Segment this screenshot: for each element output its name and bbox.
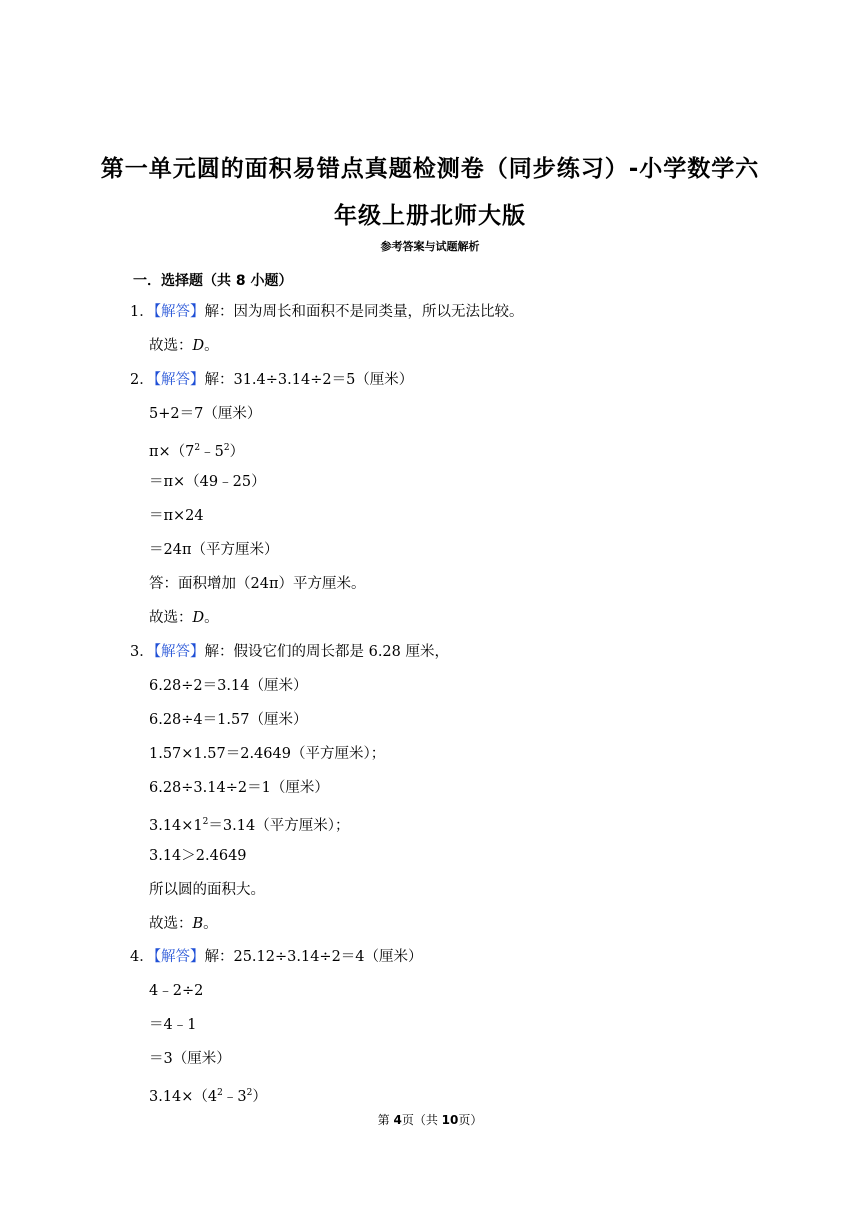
answer-tag: 【解答】	[153, 949, 205, 965]
exponent: 2	[223, 443, 230, 453]
footer-text: 页（共	[401, 1113, 442, 1127]
answer-line: ＝4﹣1	[149, 1017, 197, 1033]
answer-line: 3.14＞2.4649	[149, 848, 247, 864]
expr-part: ﹣3	[222, 1089, 247, 1105]
answer-line: ＝π×（49﹣25）	[149, 474, 266, 490]
answer-line-text: 故选：	[149, 916, 193, 932]
section-heading: 一．选择题（共 8 小题）	[133, 273, 293, 289]
expr-part: 3.14×（4	[149, 1089, 218, 1105]
question-1-header	[130, 302, 523, 322]
answer-tag: 【解答】	[153, 372, 205, 388]
question-3-header	[130, 642, 449, 662]
expr-part: ）	[229, 444, 245, 460]
footer-text: 页）	[458, 1113, 483, 1127]
total-page-count: 10	[441, 1113, 459, 1127]
answer-line-squares	[149, 438, 244, 462]
question-2-header	[130, 370, 413, 390]
answer-text: 解：假设它们的周长都是 6.28 厘米，	[204, 644, 449, 660]
answer-line-squares	[149, 1083, 267, 1107]
expr-part: ）	[252, 1089, 267, 1105]
question-number: 3．	[130, 644, 154, 660]
answer-choice-suffix: 。	[204, 338, 219, 354]
answer-choice-suffix: 。	[203, 916, 218, 932]
answer-line: ＝3（厘米）	[149, 1051, 231, 1067]
answer-tag: 【解答】	[153, 304, 205, 320]
current-page-number: 4	[393, 1113, 402, 1127]
expr-part: ﹣5	[200, 444, 224, 460]
question-number: 4．	[130, 949, 154, 965]
answer-text: 解：因为周长和面积不是同类量，所以无法比较。	[204, 304, 524, 320]
answer-choice-suffix: 。	[204, 610, 219, 626]
answer-line	[149, 914, 218, 934]
exponent: 2	[194, 443, 201, 453]
answer-line: 6.28÷2＝3.14（厘米）	[149, 678, 308, 694]
answer-choice: D	[192, 610, 205, 626]
answer-text: 解：31.4÷3.14÷2＝5（厘米）	[204, 372, 414, 388]
exponent: 2	[202, 817, 209, 827]
answer-choice: D	[192, 338, 205, 354]
answer-choice: B	[192, 916, 204, 932]
answer-line-text: 故选：	[149, 338, 193, 354]
question-number: 2．	[130, 372, 154, 388]
footer-text: 第	[377, 1113, 394, 1127]
document-title-line-2: 年级上册北师大版	[334, 203, 526, 229]
expr-part: π×（7	[149, 444, 195, 460]
answer-line: 5+2＝7（厘米）	[149, 406, 262, 422]
answer-line: 1.57×1.57＝2.4649（平方厘米）；	[149, 746, 386, 762]
page-footer	[0, 1111, 860, 1128]
answer-line: 答：面积增加（24π）平方厘米。	[149, 576, 366, 592]
question-number: 1．	[130, 304, 154, 320]
document-subtitle: 参考答案与试题解析	[380, 240, 480, 253]
exponent: 2	[217, 1088, 223, 1098]
answer-line	[149, 336, 219, 356]
answer-line-squares	[149, 812, 349, 836]
expr-part: 3.14×1	[149, 818, 203, 834]
answer-line: 6.28÷3.14÷2＝1（厘米）	[149, 780, 329, 796]
answer-line-text: 故选：	[149, 610, 193, 626]
answer-text: 解：25.12÷3.14÷2＝4（厘米）	[204, 949, 423, 965]
answer-line: 4﹣2÷2	[149, 983, 204, 999]
answer-line: 6.28÷4＝1.57（厘米）	[149, 712, 308, 728]
answer-line	[149, 608, 219, 628]
question-4-header	[130, 947, 423, 967]
answer-line: ＝24π（平方厘米）	[149, 542, 279, 558]
answer-tag: 【解答】	[153, 644, 205, 660]
document-title-line-1: 第一单元圆的面积易错点真题检测卷（同步练习）-小学数学六	[100, 156, 760, 182]
expr-part: ＝3.14（平方厘米）；	[208, 818, 350, 834]
answer-line: 所以圆的面积大。	[149, 882, 265, 898]
exponent: 2	[246, 1088, 253, 1098]
answer-line: ＝π×24	[149, 508, 204, 524]
